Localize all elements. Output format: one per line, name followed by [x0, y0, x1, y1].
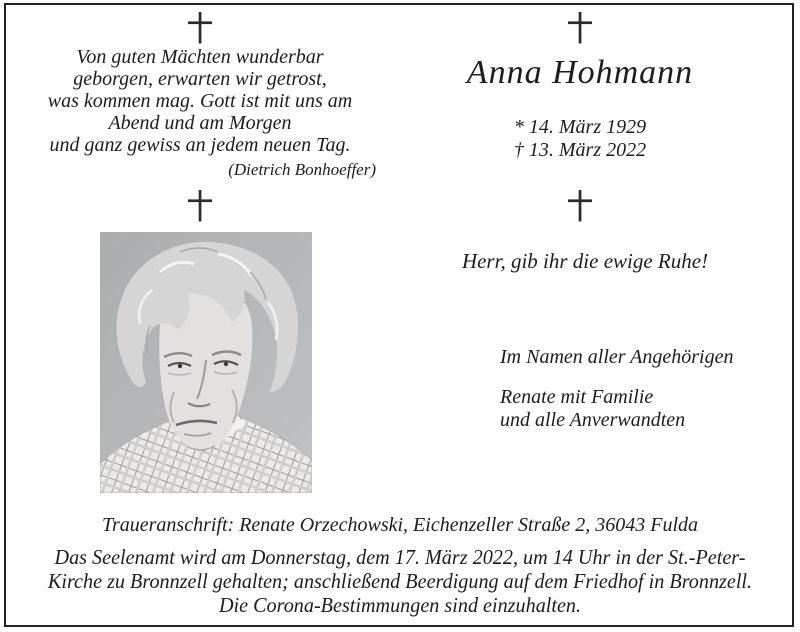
cross-icon — [186, 189, 214, 223]
mourning-address: Traueranschrift: Renate Orzechowski, Eichenzeller Straße 2, 36043 Fulda — [101, 514, 699, 536]
service-line: Das Seelenamt wird am Donnerstag, dem 17. März 2022, um 14 Uhr in der St.-Peter- — [54, 545, 746, 569]
prayer-line: Herr, gib ihr die ewige Ruhe! — [461, 249, 709, 273]
deceased-name: Anna Hohmann — [466, 54, 694, 91]
cross-icon — [566, 189, 594, 223]
portrait-photo — [100, 232, 312, 493]
poem-line: geborgen, erwarten wir getrost, — [73, 68, 327, 90]
birth-date: * 14. März 1929 — [513, 116, 647, 138]
poem-line: Von guten Mächten wunderbar — [76, 46, 324, 68]
mourners-names — [500, 386, 685, 432]
poem-line: Abend und am Morgen — [108, 112, 292, 134]
cross-icon — [566, 11, 594, 45]
death-date: † 13. März 2022 — [513, 139, 647, 161]
cross-icon — [186, 11, 214, 45]
service-info — [16, 545, 784, 617]
service-line: Kirche zu Bronnzell gehalten; anschließend Beerdigung auf dem Friedhof in Bronnzell. — [47, 569, 753, 593]
life-dates — [420, 116, 740, 162]
poem — [10, 46, 390, 156]
poem-line: was kommen mag. Gott ist mit uns am — [47, 90, 353, 112]
poem-attribution: (Dietrich Bonhoeffer) — [228, 160, 376, 179]
portrait-illustration — [100, 232, 312, 493]
mourner-line: und alle Anverwandten — [500, 409, 686, 431]
poem-line: und ganz gewiss an jedem neuen Tag. — [49, 134, 351, 156]
mourners-heading: Im Namen aller Angehörigen — [500, 346, 734, 368]
mourner-line: Renate mit Familie — [500, 386, 654, 408]
service-line: Die Corona-Bestimmungen sind einzuhalten. — [218, 593, 582, 617]
